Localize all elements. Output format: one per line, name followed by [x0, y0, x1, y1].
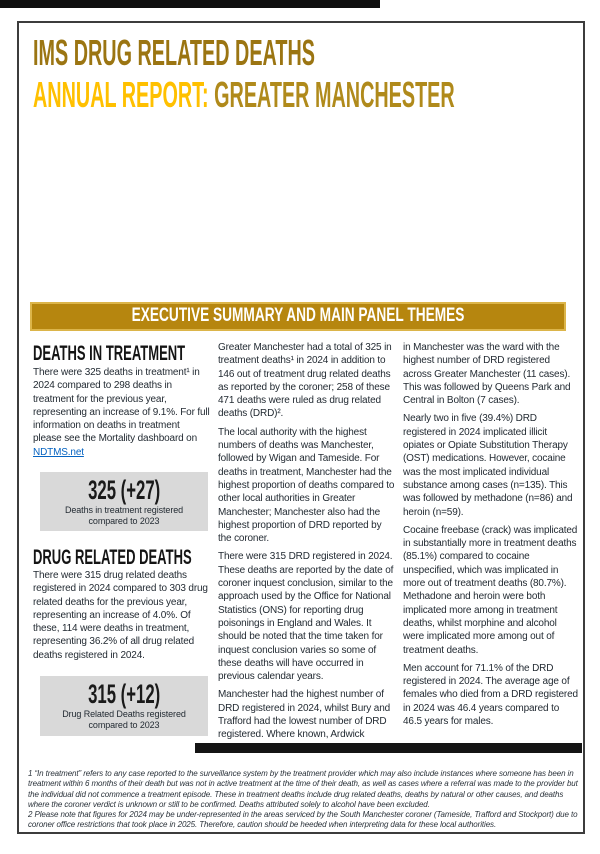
- report-title-line2: [33, 76, 455, 114]
- col3-paragraph: Men account for 71.1% of the DRD registered in 2024. The average age of females who died from a DRD registered in 2024 was 46.4 years compared to 46.5 years for males.: [403, 662, 578, 728]
- ndtms-link[interactable]: NDTMS.net: [33, 446, 84, 458]
- footnote-2: 2 Please note that figures for 2024 may be under-represented in the areas serviced by the South Manchester coroner (Tameside, Trafford and Stockport) due to coroner office restrictions that took place in 2025. Therefore, caution should be heeded when interpreting data for these local authorities.: [28, 810, 578, 830]
- deaths-in-treatment-paragraph: [33, 366, 210, 459]
- report-title-region: GREATER MANCHESTER: [214, 74, 455, 115]
- col2-paragraph: There were 315 DRD registered in 2024. These deaths are reported by the date of coroner inquest conclusion, similar to the approach used by the Office for National Statistics (ONS) for reporting drug poisonings in England and Wales. It should be noted that the time taken for inquest conclusion varies so some of these deaths will have occurred in previous calendar years.: [218, 551, 394, 683]
- deaths-in-treatment-text: There were 325 deaths in treatment¹ in 2024 compared to 298 deaths in treatment for the previous year, representing an increase of 9.1%. For full information on deaths in treatment please see the Mortality dashboard on: [33, 367, 210, 445]
- col3-paragraph: Cocaine freebase (crack) was implicated in substantially more in treatment deaths (85.1%) compared to cocaine unspecified, which was implicated in more out of treatment deaths (80.7%). Methadone and heroin were both implicated more among in treatment deaths, whilst morphine and alcohol were implicated more among out of treatment deaths.: [403, 524, 578, 656]
- stat-value-deaths-in-treatment: 325 (+27): [87, 475, 161, 505]
- executive-summary-banner: [30, 302, 566, 331]
- col2-paragraph: Greater Manchester had a total of 325 in treatment deaths¹ in 2024 in addition to 146 out of treatment drug related deaths as reported by the coroner; 258 of these 471 deaths were ruled as drug related deaths (DRD)².: [218, 342, 392, 420]
- footnotes: [28, 769, 580, 831]
- top-black-bar: [0, 0, 380, 8]
- stat-caption-drug-related-deaths: Drug Related Deaths registered compared to 2023: [62, 709, 186, 730]
- stat-value-drug-related-deaths: 315 (+12): [87, 679, 161, 709]
- drug-related-deaths-paragraph: There were 315 drug related deaths registered in 2024 compared to 303 drug related deaths for the previous year, representing an increase of 4.0%. Of these, 114 were deaths in treatment, representing 36.2% of all drug related deaths registered in 2024.: [33, 570, 208, 661]
- stat-caption-deaths-in-treatment: Deaths in treatment registered compared to 2023: [64, 505, 184, 526]
- col2-paragraph: The local authority with the highest numbers of deaths was Manchester, followed by Wigan and Tameside. For deaths in treatment, Manchester had the highest proportion of deaths compared to other local authorities in Greater Manchester; Manchester also had the highest proportion of DRD reported by the coroner.: [218, 426, 395, 545]
- footer-divider-bar: [195, 743, 582, 753]
- summary-column-2: [218, 341, 395, 747]
- report-title-annual-report: ANNUAL REPORT:: [33, 74, 209, 115]
- stat-box-deaths-in-treatment: [40, 472, 208, 531]
- heading-deaths-in-treatment: DEATHS IN TREATMENT: [33, 342, 186, 365]
- col2-paragraph: Manchester had the highest number of DRD registered in 2024, whilst Bury and Trafford had the lowest number of DRD registered. Where known, Ardwick: [218, 689, 391, 741]
- executive-summary-banner-label: EXECUTIVE SUMMARY AND MAIN PANEL THEMES: [131, 305, 465, 326]
- col3-paragraph: Nearly two in five (39.4%) DRD registered in 2024 implicated illicit opiates or Opiate Substitution Therapy (OST) medications. However, cocaine was the most implicated individual substance among cases (n=135). This was followed by methadone (n=86) and heroin (n=59).: [403, 413, 573, 518]
- report-title-line1: IMS DRUG RELATED DEATHS: [33, 32, 315, 73]
- heading-drug-related-deaths: DRUG RELATED DEATHS: [33, 546, 192, 569]
- col3-paragraph: in Manchester was the ward with the highest number of DRD registered across Greater Manchester (11 cases). This was followed by Queens Park and Central in Bolton (7 cases).: [403, 342, 571, 407]
- footnote-1: 1 “In treatment” refers to any case reported to the surveillance system by the treatment provider which may also include instances where someone has been in treatment within 6 months of their death but was not in active treatment at the time of their death, as well as cases where a referral was made to the provider but the individual did not commence a treatment episode. These in treatment deaths include drug related deaths, deaths by natural or other causes, and deaths where the coroner verdict is unknown or still to be confirmed. Deaths attributed solely to alcohol have been excluded.: [28, 769, 578, 809]
- stat-box-drug-related-deaths: [40, 676, 208, 736]
- summary-column-3: [403, 341, 580, 733]
